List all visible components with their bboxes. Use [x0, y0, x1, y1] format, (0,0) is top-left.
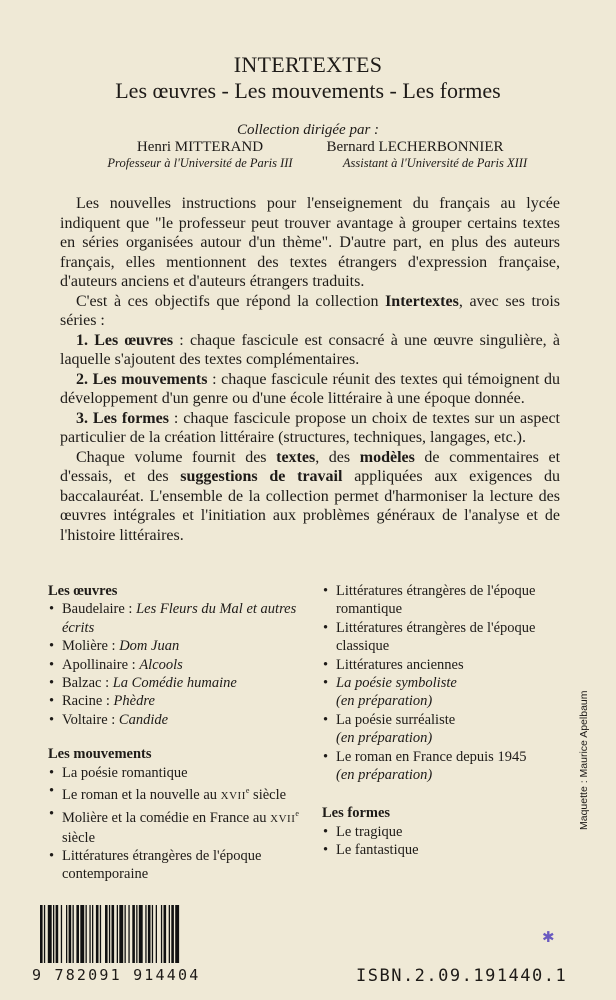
barcode-bar	[175, 905, 179, 963]
barcode-bar	[76, 905, 79, 963]
barcode-bar	[148, 905, 151, 963]
in-preparation-note: (en préparation)	[336, 730, 433, 747]
barcode-bar	[139, 905, 143, 963]
intro-text	[60, 194, 560, 545]
barcode-bar	[169, 905, 170, 963]
director-2-title: Assistant à l'Université de Paris XIII	[342, 156, 528, 170]
list-item: • Le fantastique	[322, 841, 572, 859]
list-item: • Le roman en France depuis 1945 (en préparation)	[322, 748, 572, 785]
barcode-bar	[119, 905, 123, 963]
oeuvres-list	[48, 600, 310, 729]
director-1-title: Professeur à l'Université de Paris III	[107, 156, 293, 170]
barcode-bar	[86, 905, 87, 963]
barcode-bar	[100, 905, 101, 963]
list-item: • Le tragique	[322, 823, 572, 841]
barcode-bar	[145, 905, 146, 963]
mouvements-heading: Les mouvements	[48, 746, 152, 763]
isbn: ISBN.2.09.191440.1	[356, 966, 568, 986]
barcode-bar	[69, 905, 72, 963]
director-2-name: Bernard LECHERBONNIER	[326, 139, 504, 155]
series-title: INTERTEXTES	[233, 52, 383, 77]
barcode-bar	[109, 905, 110, 963]
asterisk-icon: ✱	[542, 930, 555, 946]
list-item: • La poésie surréaliste (en préparation)	[322, 711, 572, 748]
barcode-bar	[117, 905, 118, 963]
list-item: • Littératures étrangères de l'époque romantique	[322, 582, 572, 619]
list-item: • Apollinaire : Alcools	[48, 656, 310, 674]
series-mouvements-description: 2. Les mouvements : chaque fascicule réunit des textes qui témoignent du développement d'un genre ou d'une école littéraire à une époque donnée.	[60, 370, 561, 407]
barcode-bar	[44, 905, 45, 963]
barcode	[40, 905, 225, 963]
volume-content-paragraph: Chaque volume fournit des textes, des modèles de commentaires et d'essais, et des suggestions de travail appliquées aux exigences du baccalauréat. L'ensemble de la collection permet d'harmoniser la lecture des œuvres intégrales et l'initiation aux problèmes généraux de l'analyse et de l'histoire littéraires.	[60, 448, 561, 544]
mouvements-list-continued	[322, 582, 572, 784]
list-item: • Le roman et la nouvelle au XVIIe siècle	[48, 782, 310, 805]
list-item: • La poésie romantique	[48, 764, 310, 782]
barcode-bar	[128, 905, 129, 963]
list-item: • Molière : Dom Juan	[48, 637, 310, 655]
barcode-bar	[89, 905, 90, 963]
barcode-bar	[96, 905, 99, 963]
list-item: • Voltaire : Candide	[48, 711, 310, 729]
barcode-bar	[164, 905, 167, 963]
barcode-bar	[136, 905, 137, 963]
barcode-bar	[105, 905, 108, 963]
barcode-bar	[53, 905, 54, 963]
right-title-list	[322, 582, 572, 860]
list-item: • Baudelaire : Les Fleurs du Mal et autres écrits	[48, 600, 310, 637]
director-1-name: Henri MITTERAND	[136, 139, 264, 155]
barcode-bar	[56, 905, 59, 963]
design-credit: Maquette : Maurice Apelbaum	[578, 690, 590, 830]
left-title-list	[48, 582, 310, 884]
list-item: • Littératures étrangères de l'époque classique	[322, 619, 572, 656]
list-item: • Littératures anciennes	[322, 656, 572, 674]
mouvements-list	[48, 764, 310, 884]
in-preparation-note: (en préparation)	[336, 693, 433, 710]
barcode-bar	[48, 905, 52, 963]
barcode-bar	[92, 905, 93, 963]
oeuvres-heading: Les œuvres	[48, 583, 118, 599]
collection-label: Collection dirigée par :	[236, 122, 380, 138]
list-item: • Littératures étrangères de l'époque contemporaine	[48, 847, 310, 884]
barcode-bar	[80, 905, 84, 963]
list-item: • Racine : Phèdre	[48, 692, 310, 710]
intro-paragraph: Les nouvelles instructions pour l'enseignement du français au lycée indiquent que "le professeur peut trouver avantage à grouper certains textes en séries organisées autour d'un thème". D'autre part, en plus des auteurs français, elles mentionnent des textes étrangers d'expression française, d'auteurs anciens et d'auteurs étrangers traduits.	[60, 195, 560, 290]
barcode-bar	[73, 905, 74, 963]
barcode-bar	[161, 905, 162, 963]
formes-list	[322, 823, 572, 860]
barcode-bar	[132, 905, 135, 963]
barcode-bar	[112, 905, 115, 963]
list-item: • Balzac : La Comédie humaine	[48, 674, 310, 692]
series-subtitle: Les œuvres - Les mouvements - Les formes	[115, 78, 501, 103]
intro-collection-paragraph: C'est à ces objectifs que répond la collection Intertextes, avec ses trois séries :	[60, 292, 560, 329]
series-formes-description: 3. Les formes : chaque fascicule propose un choix de textes sur un aspect particulier de la création littéraire (structures, techniques, langages, etc.).	[60, 409, 560, 446]
list-item: • La poésie symboliste (en préparation)	[322, 674, 572, 711]
barcode-bar	[171, 905, 174, 963]
barcode-bar	[66, 905, 67, 963]
barcode-bar	[40, 905, 43, 963]
in-preparation-note: (en préparation)	[336, 767, 433, 784]
series-oeuvres-description: 1. Les œuvres : chaque fascicule est consacré à une œuvre singulière, à laquelle s'ajoutent des textes complémentaires.	[60, 331, 561, 368]
barcode-bar	[125, 905, 126, 963]
formes-heading: Les formes	[322, 805, 391, 822]
list-item: • Molière et la comédie en France au XVIIe siècle	[48, 805, 310, 847]
barcode-bar	[61, 905, 62, 963]
barcode-bar	[156, 905, 157, 963]
barcode-bar	[152, 905, 153, 963]
barcode-number: 9 782091 914404	[32, 966, 201, 984]
